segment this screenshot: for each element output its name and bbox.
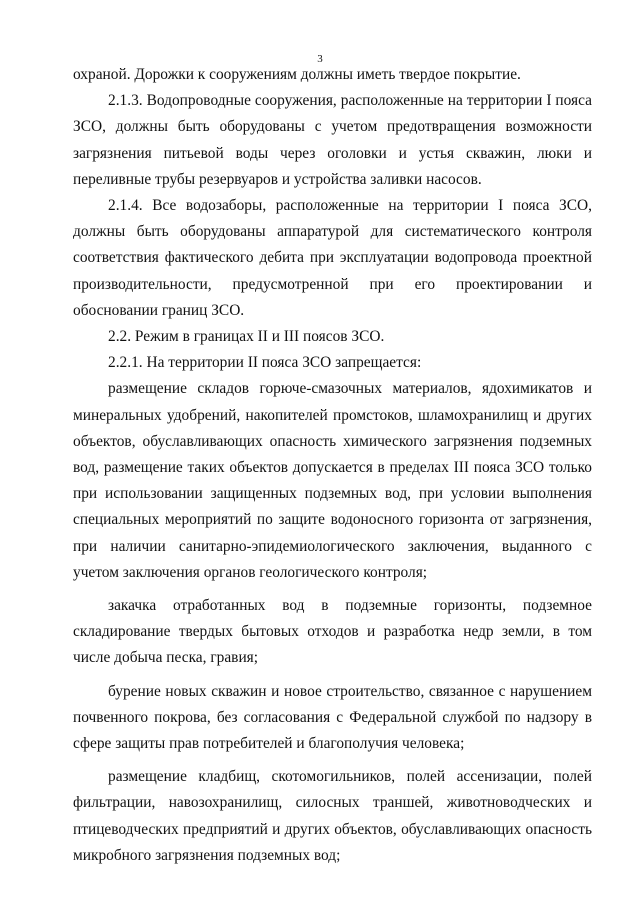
list-item-waste-injection: закачка отработанных вод в подземные горизонты, подземное складирование твердых бытовых отходов и разработка недр земли, в том числе добыча песка, гравия; xyxy=(73,597,592,667)
paragraph-2-1-3: 2.1.3. Водопроводные сооружения, расположенные на территории I пояса ЗСО, должны быть оборудованы с учетом предотвращения возможности загрязнения питьевой воды через оголовки и устья скважин, люки и переливные трубы резервуаров и устройства заливки насосов. xyxy=(73,92,592,188)
paragraph-continuation: охраной. Дорожки к сооружениям должны иметь твердое покрытие. xyxy=(73,66,521,83)
paragraph-2-2: 2.2. Режим в границах II и III поясов ЗСО. xyxy=(108,328,385,346)
list-item-drilling: бурение новых скважин и новое строительство, связанное с нарушением почвенного покрова, без согласования с Федеральной службой по надзору в сфере защиты прав потребителей и благополучия человека; xyxy=(73,682,592,753)
list-item-cemeteries: размещение кладбищ, скотомогильников, полей ассенизации, полей фильтрации, навозохранилищ, силосных траншей, животноводческих и птицеводческих предприятий и других объектов, обуславливающих опасность микробного загрязнения подземных вод; xyxy=(73,768,592,864)
paragraph-2-1-4: 2.1.4. Все водозаборы, расположенные на территории I пояса ЗСО, должны быть оборудованы аппаратурой для систематического контроля соответствия фактического дебита при эксплуатации водопровода проектной производительности, предусмотренной при его проектировании и обосновании границ ЗСО. xyxy=(73,197,592,319)
list-item-chemical-storage: размещение складов горюче-смазочных материалов, ядохимикатов и минеральных удобрений, накопителей промстоков, шламохранилищ и других объектов, обуславливающих опасность химического загрязнения подземных вод, размещение таких объектов допускается в пределах III пояса ЗСО только при использовании защищенных подземных вод, при условии выполнения специальных мероприятий по защите водоносного горизонта от загрязнения, при наличии санитарно-эпидемиологического заключения, выданного с учетом заключения органов геологического контроля; xyxy=(73,380,592,581)
page-number: 3 xyxy=(317,53,323,65)
paragraph-2-2-1: 2.2.1. На территории II пояса ЗСО запрещается: xyxy=(108,354,422,372)
body-text xyxy=(73,62,592,869)
